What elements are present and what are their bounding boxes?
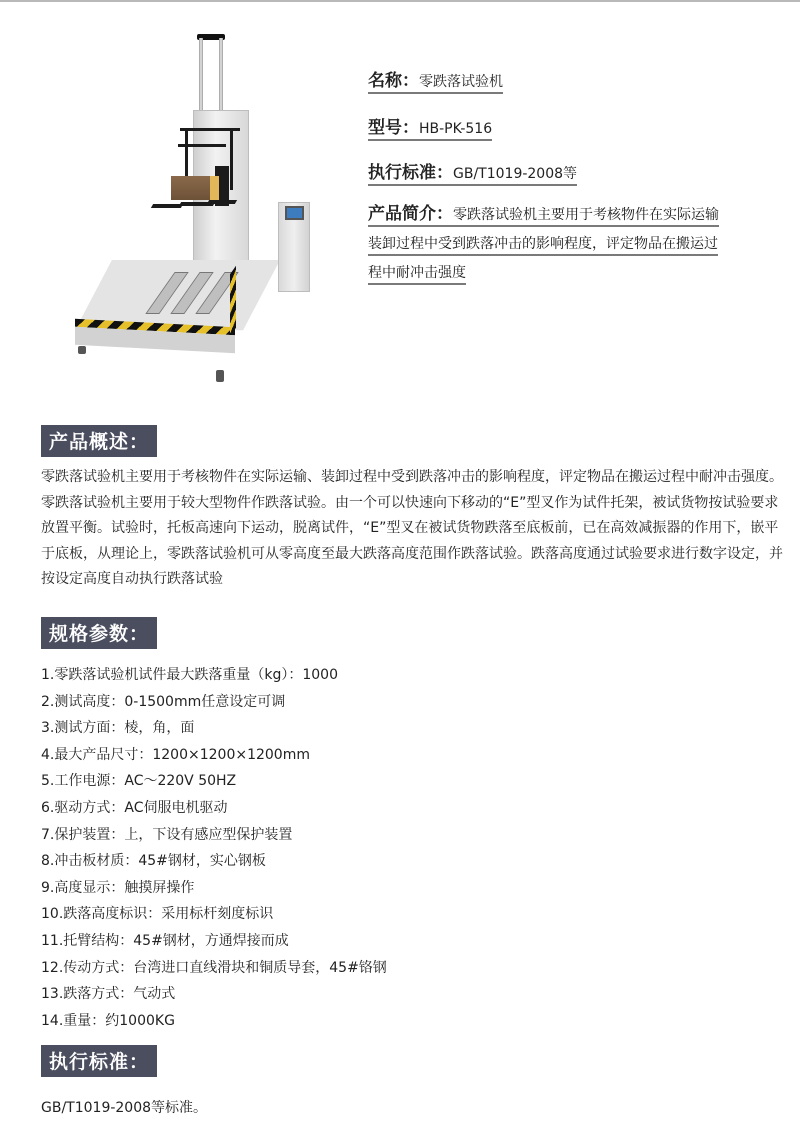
product-intro xyxy=(368,200,788,287)
intro-line-2: 装卸过程中受到跌落冲击的影响程度，评定物品在搬运过 xyxy=(368,236,718,256)
standards-header: 执行标准： xyxy=(41,1045,157,1077)
standard-row xyxy=(368,158,577,186)
name-value: 零跌落试验机 xyxy=(419,74,503,90)
product-name-row xyxy=(368,66,503,94)
carriage-side-right xyxy=(230,130,233,190)
model-label: 型号： xyxy=(368,118,419,138)
name-label: 名称： xyxy=(368,71,419,91)
spec-item: 2.测试高度：0-1500mm任意设定可调 xyxy=(41,693,286,710)
overview-header: 产品概述： xyxy=(41,425,157,457)
spec-item: 8.冲击板材质：45#钢材，实心钢板 xyxy=(41,853,266,870)
product-photo-drop-tester xyxy=(60,20,320,390)
spec-list xyxy=(41,662,387,1034)
hazard-stripe-side xyxy=(230,266,236,337)
package-tape xyxy=(210,176,219,200)
e-fork-arm-3 xyxy=(207,200,237,204)
standard-value: GB/T1019-2008等 xyxy=(453,166,578,182)
overview-text: 零跌落试验机主要用于考核物件在实际运输、装卸过程中受到跌落冲击的影响程度，评定物品在搬运过程中耐冲击强度。零跌落试验机主要用于较大型物件作跌落试验。由一个可以快速向下移动的“E”型叉作为试件托架，被试货物按试验要求放置平衡。试验时，托板高速向下运动，脱离试件，“E”型叉在被试货物跌落至底板前，已在高效减振器的作用下，嵌平于底板，从理论上，零跌落试验机可从零高度至最大跌落高度范围作跌落试验。跌落高度通过试验要求进行数字设定，并按设定高度自动执行跌落试验 xyxy=(41,469,783,587)
touchscreen xyxy=(285,206,304,220)
spec-item: 6.驱动方式：AC伺服电机驱动 xyxy=(41,799,228,816)
spec-item: 4.最大产品尺寸：1200×1200×1200mm xyxy=(41,746,310,763)
spec-item: 11.托臂结构：45#钢材，方通焊接而成 xyxy=(41,932,289,949)
standards-text: GB/T1019-2008等标准。 xyxy=(41,1100,208,1116)
spec-item: 5.工作电源：AC～220V 50HZ xyxy=(41,773,237,790)
spec-item: 1.零跌落试验机试件最大跌落重量（kg）：1000 xyxy=(41,667,338,683)
model-value: HB-PK-516 xyxy=(419,121,493,137)
spec-item: 10.跌落高度标识：采用标杆刻度标识 xyxy=(41,906,274,923)
spec-item: 12.传动方式：台湾进口直线滑块和铜质导套，45#铬钢 xyxy=(41,959,387,976)
spec-item: 14.重量：约1000KG xyxy=(41,1012,175,1029)
model-row xyxy=(368,113,492,141)
specs-header: 规格参数： xyxy=(41,617,157,649)
spec-item: 3.测试方面：棱，角，面 xyxy=(41,720,195,737)
intro-label: 产品简介： xyxy=(368,204,453,224)
intro-line-3: 程中耐冲击强度 xyxy=(368,265,466,285)
spec-item: 7.保护装置：上，下设有感应型保护装置 xyxy=(41,826,293,843)
standard-label: 执行标准： xyxy=(368,163,453,183)
spec-item: 9.高度显示：触摸屏操作 xyxy=(41,879,195,896)
leveling-foot-front xyxy=(216,370,224,382)
leveling-foot-left xyxy=(78,346,86,354)
spec-item: 13.跌落方式：气动式 xyxy=(41,986,176,1003)
intro-line-1: 零跌落试验机主要用于考核物件在实际运输 xyxy=(453,207,719,223)
top-divider xyxy=(0,0,800,2)
